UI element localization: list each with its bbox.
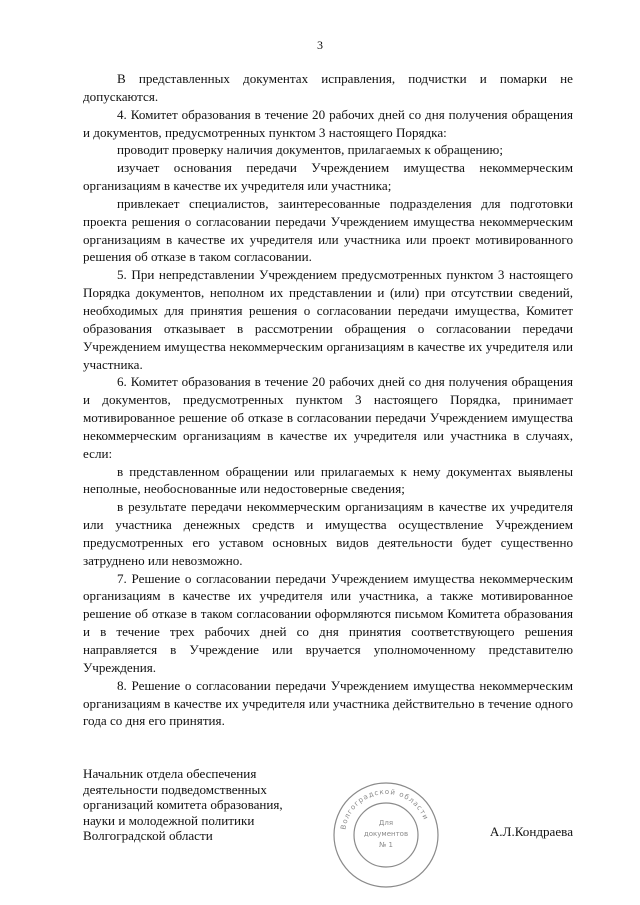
stamp-ring-text: Волгоградской области [339, 787, 431, 831]
signer-position: Начальник отдела обеспечения деятельности подведомственных организаций комитета образования, науки и молодежной политики Волгоградской области [83, 766, 283, 844]
page-number: 3 [317, 38, 323, 52]
paragraph-study-grounds: изучает основания передачи Учреждением имущества некоммерческим организациям в качестве их учредителя или участника; [83, 160, 573, 194]
paragraph-check-documents: проводит проверку наличия документов, прилагаемых к обращению; [117, 142, 503, 158]
paragraph-item-4: 4. Комитет образования в течение 20 рабочих дней со дня получения обращения и документов, предусмотренных пунктом 3 настоящего Порядка: [83, 106, 573, 140]
paragraph-item-5: 5. При непредставлении Учреждением предусмотренных пунктом 3 настоящего Порядка документов, неполном их представлении и (или) при отсутствии сведений, необходимых для принятия решения о согласовании передачи имущества, Комитет образования отказывает в рассмотрении обращения о согласовании передачи Учреждением имущества некоммерческим организациям в качестве их учредителя или участника. [83, 267, 573, 372]
stamp-center-line-2: документов [363, 830, 409, 838]
paragraph-item-7: 7. Решение о согласовании передачи Учреждением имущества некоммерческим организациям в качестве их учредителя или участника, а также мотивированное решение об отказе в таком согласовании оформляются письмом Комитета образования и в течение трех рабочих дней со дня принятия соответствующего решения направляется в Учреждение или вручается уполномоченному представителю Учреждения. [83, 570, 573, 675]
paragraph-item-8: 8. Решение о согласовании передачи Учреждением имущества некоммерческим организациям в качестве их учредителя или участника действительно в течение одного года со дня его принятия. [83, 677, 573, 729]
paragraph-incomplete-info: в представленном обращении или прилагаемых к нему документах выявлены неполные, необоснованные или недостоверные сведения; [83, 463, 573, 497]
stamp-center-line-3: № 1 [379, 841, 393, 849]
paragraph-corrections: В представленных документах исправления, подчистки и помарки не допускаются. [83, 71, 573, 104]
document-body [83, 70, 573, 730]
signer-name: А.Л.Кондраева [489, 824, 573, 839]
paragraph-involve-specialists: привлекает специалистов, заинтересованные подразделения для подготовки проекта решения о согласовании передачи Учреждением имущества некоммерческим организациям в качестве их учредителя или участника или проект мотивированного решения об отказе в таком согласовании. [83, 195, 573, 265]
paragraph-activity-hindered: в результате передачи некоммерческим организациям в качестве их учредителя или участника денежных средств и имущества осуществление Учреждением предусмотренных его уставом основных видов деятельности будет существенно затруднено или невозможно. [83, 499, 573, 568]
official-stamp [331, 780, 441, 890]
paragraph-item-6: 6. Комитет образования в течение 20 рабочих дней со дня получения обращения и документов, предусмотренных пунктом 3 настоящего Порядка, принимает мотивированное решение об отказе в согласовании передачи Учреждением имущества некоммерческим организациям в качестве их учредителя или участника в случаях, если: [83, 374, 573, 461]
stamp-center-line-1: Для [378, 819, 394, 827]
signature-block [83, 766, 573, 876]
